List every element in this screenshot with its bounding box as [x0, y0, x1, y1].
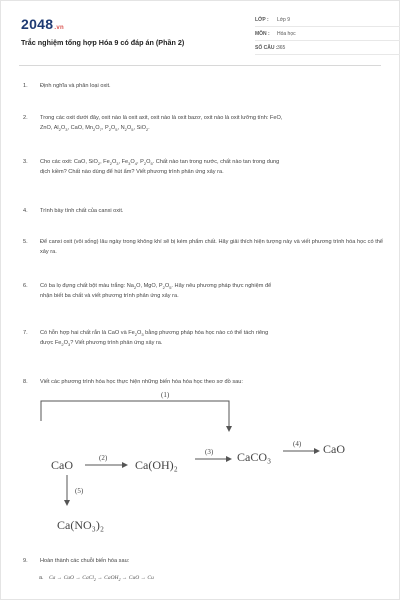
question-text: Định nghĩa và phân loại oxit.	[40, 83, 111, 89]
question-fragment: . Hãy nêu phương pháp thực nghiệm để	[171, 283, 272, 289]
header-divider	[19, 65, 381, 66]
reaction-diagram-svg	[41, 391, 361, 541]
logo-suffix: .vn	[54, 25, 64, 31]
question-number: 4.	[23, 208, 28, 214]
question-number: 8.	[23, 379, 28, 385]
node-cao-right: CaO	[323, 442, 345, 456]
question-number: 3.	[23, 159, 28, 165]
question-number: 9.	[23, 558, 28, 564]
meta-row-count	[255, 41, 400, 55]
question-number: 2.	[23, 115, 28, 121]
question-text: Cho các oxit: CaO, SiO$_2$, $Fe_2O_3$, $Fe_3O_4$, $P_2O_5$. Chất nào tan trong nước, chất nào tan trong dung dịch kiềm? Chất nào dùng để hút ẩm? Viết phương trình phản ứng xảy ra.	[40, 159, 280, 175]
question-5	[23, 237, 383, 257]
meta-value: Hóa học	[277, 31, 296, 37]
question-number: 7.	[23, 330, 28, 336]
node-caco3: CaCO₃	[237, 450, 272, 464]
question-text: Để canxi oxit (vôi sống) lâu ngày trong không khí sẽ bị kém phẩm chất. Hãy giải thích hiện tượng này và viết phương trình hóa học có thể xảy ra.	[40, 239, 383, 255]
question-number: 1.	[23, 83, 28, 89]
meta-table	[255, 13, 400, 55]
meta-value: Lớp 9	[277, 17, 291, 23]
meta-key: MÔN :	[255, 31, 270, 37]
meta-row-class	[255, 13, 400, 27]
question-text: Có ba lọ đựng chất bột màu trắng: $Na_2O$, MgO, $P_2O_5$. Hãy nêu phương pháp thực nghiệm để nhận biết ba chất và viết phương trình phản ứng xảy ra.	[40, 283, 272, 299]
meta-value: 365	[277, 45, 286, 51]
formula: ZnO	[40, 125, 51, 131]
question-8	[23, 377, 383, 387]
chain-item: CuO	[128, 575, 140, 581]
node-cao-left: CaO	[51, 458, 73, 472]
page-title: Trắc nghiệm tổng hợp Hóa 9 có đáp án (Phần 2)	[21, 38, 185, 47]
question-fragment: ? Viết phương trình phản ứng xảy ra.	[70, 340, 163, 346]
question-fragment: Cho các oxit: CaO, SiO	[40, 159, 98, 165]
node-cano3: Ca(NO₃)₂	[57, 518, 105, 532]
question-text: Viết các phương trình hóa học thực hiện những biến hóa hóa học theo sơ đồ sau:	[40, 379, 243, 385]
question-number: 6.	[23, 283, 28, 289]
chain-label: a.	[39, 575, 44, 581]
step-label-1: (1)	[161, 391, 170, 399]
chain-item: Ca	[48, 575, 56, 581]
question-4	[23, 206, 383, 216]
step-label-5: (5)	[75, 487, 84, 495]
question-text: Trình bày tính chất của canxi oxit.	[40, 208, 124, 214]
formula: CaO	[70, 125, 83, 131]
question-fragment: . Chất nào tan trong nước, chất nào tan trong dung	[152, 159, 280, 165]
site-logo[interactable]	[21, 16, 64, 32]
document-header	[21, 13, 379, 57]
step-label-3: (3)	[205, 448, 214, 456]
reaction-diagram	[41, 391, 361, 541]
question-9	[23, 556, 383, 566]
question-fragment: Có hỗn hợp hai chất rắn là CaO và Fe	[40, 330, 135, 336]
question-text: Trong các oxit dưới đây, oxit nào là oxit axit, oxit nào là oxit bazơ, oxit nào là oxit lưỡng tính: FeO, ZnO, $Al_2O_3$, CaO, $Mn_2O_7$, $P_2O_5$, $N_2O_5$, SiO$_2$.	[40, 115, 283, 133]
step-label-4: (4)	[293, 440, 302, 448]
question-6	[23, 281, 383, 301]
question-1	[23, 81, 383, 91]
step-label-2: (2)	[99, 454, 108, 462]
node-caoh2: Ca(OH)₂	[135, 458, 178, 472]
question-fragment: nhận biết ba chất và viết phương trình phản ứng xảy ra.	[40, 293, 179, 299]
question-3	[23, 157, 383, 177]
question-number: 5.	[23, 239, 28, 245]
reaction-path-1	[41, 401, 229, 431]
logo-main: 2048	[21, 16, 54, 32]
chain-item: Cu	[147, 575, 154, 581]
question-fragment: bằng phương pháp hóa học nào có thể tách riêng	[143, 330, 269, 336]
meta-key: LỚP :	[255, 17, 269, 23]
chain-item: CuO	[63, 575, 75, 581]
question-text: Có hỗn hợp hai chất rắn là CaO và $Fe_2O_3$ bằng phương pháp hóa học nào có thể tách riêng được $Fe_2O_3$? Viết phương trình phản ứng xảy ra.	[40, 330, 269, 348]
question-text: Hoàn thành các chuỗi biến hóa sau:	[40, 558, 130, 564]
meta-row-subject	[255, 27, 400, 41]
question-fragment: được Fe	[40, 340, 62, 346]
question-fragment: dịch kiềm? Chất nào dùng để hút ẩm? Viết phương trình phản ứng xảy ra.	[40, 169, 224, 175]
question-7	[23, 328, 383, 348]
question-2	[23, 113, 383, 133]
meta-key: SỐ CÂU :	[255, 45, 278, 51]
question-line: Trong các oxit dưới đây, oxit nào là oxit axit, oxit nào là oxit bazơ, oxit nào là oxit lưỡng tính: FeO,	[40, 115, 283, 121]
reaction-chain-a: a. Ca → CuO → CaCl$_2$ → CaOH$_2$ → CuO → Cu	[39, 575, 154, 583]
question-fragment: Có ba lọ đựng chất bột màu trắng: Na	[40, 283, 134, 289]
